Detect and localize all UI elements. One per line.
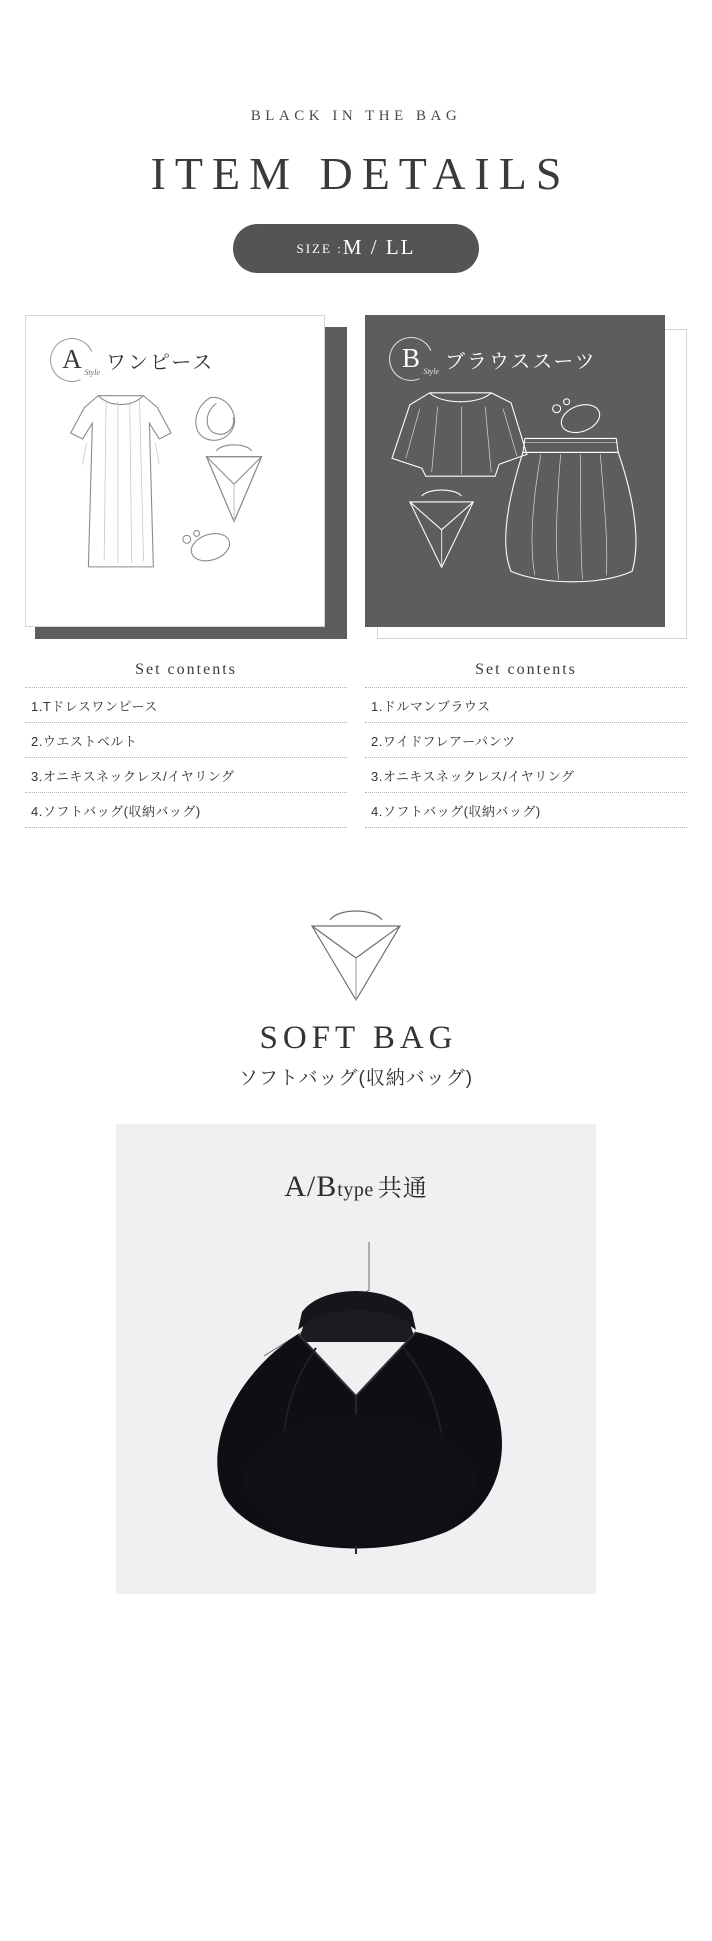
- card-b-set-title: Set contents: [475, 661, 577, 678]
- size-label: SIZE :: [296, 241, 343, 256]
- caption-ab: A/B: [284, 1170, 338, 1203]
- item-card-b: [365, 315, 687, 828]
- badge-letter: A: [62, 343, 82, 374]
- caption-kyotsu: 共通: [377, 1175, 428, 1202]
- list-item: 2.ウエストベルト: [25, 723, 347, 758]
- eyebrow-text: BLACK IN THE BAG: [250, 108, 462, 124]
- page-header: [0, 0, 712, 273]
- tote-bag-icon: [296, 902, 416, 1012]
- page-title: ITEM DETAILS: [150, 148, 571, 199]
- list-item: 1.ドルマンブラウス: [365, 687, 687, 723]
- card-a-set-title: Set contents: [135, 661, 237, 678]
- badge-letter: B: [401, 342, 420, 373]
- list-item: 4.ソフトバッグ(収納バッグ): [25, 793, 347, 828]
- card-b-title: ブラウススーツ: [445, 350, 597, 373]
- badge-sub: Style: [423, 367, 439, 376]
- card-b-panel: [365, 315, 665, 627]
- soft-bag-title: SOFT BAG: [259, 1020, 458, 1056]
- photo-caption: [116, 1168, 596, 1204]
- list-item: 3.オニキスネックレス/イヤリング: [365, 758, 687, 793]
- item-cards: [0, 315, 712, 828]
- size-value: M / LL: [342, 235, 416, 259]
- badge-sub: Style: [84, 368, 100, 377]
- size-badge: [233, 224, 479, 273]
- card-a-title: ワンピース: [106, 351, 215, 374]
- card-b-contents: [365, 687, 687, 828]
- soft-bag-subtitle: ソフトバッグ(収納バッグ): [238, 1068, 474, 1089]
- card-a-illustration: [26, 374, 324, 620]
- card-b-figure: [365, 315, 687, 639]
- caption-type: type: [337, 1179, 374, 1201]
- item-card-a: [25, 315, 347, 828]
- list-item: 1.Tドレスワンピース: [25, 687, 347, 723]
- card-a-contents: [25, 687, 347, 828]
- soft-bag-section: [0, 902, 712, 1090]
- list-item: 3.オニキスネックレス/イヤリング: [25, 758, 347, 793]
- card-a-figure: [25, 315, 347, 639]
- card-a-panel: [25, 315, 325, 627]
- list-item: 4.ソフトバッグ(収納バッグ): [365, 793, 687, 828]
- card-b-illustration: [365, 373, 665, 621]
- list-item: 2.ワイドフレアーパンツ: [365, 723, 687, 758]
- soft-bag-photo: [116, 1124, 596, 1594]
